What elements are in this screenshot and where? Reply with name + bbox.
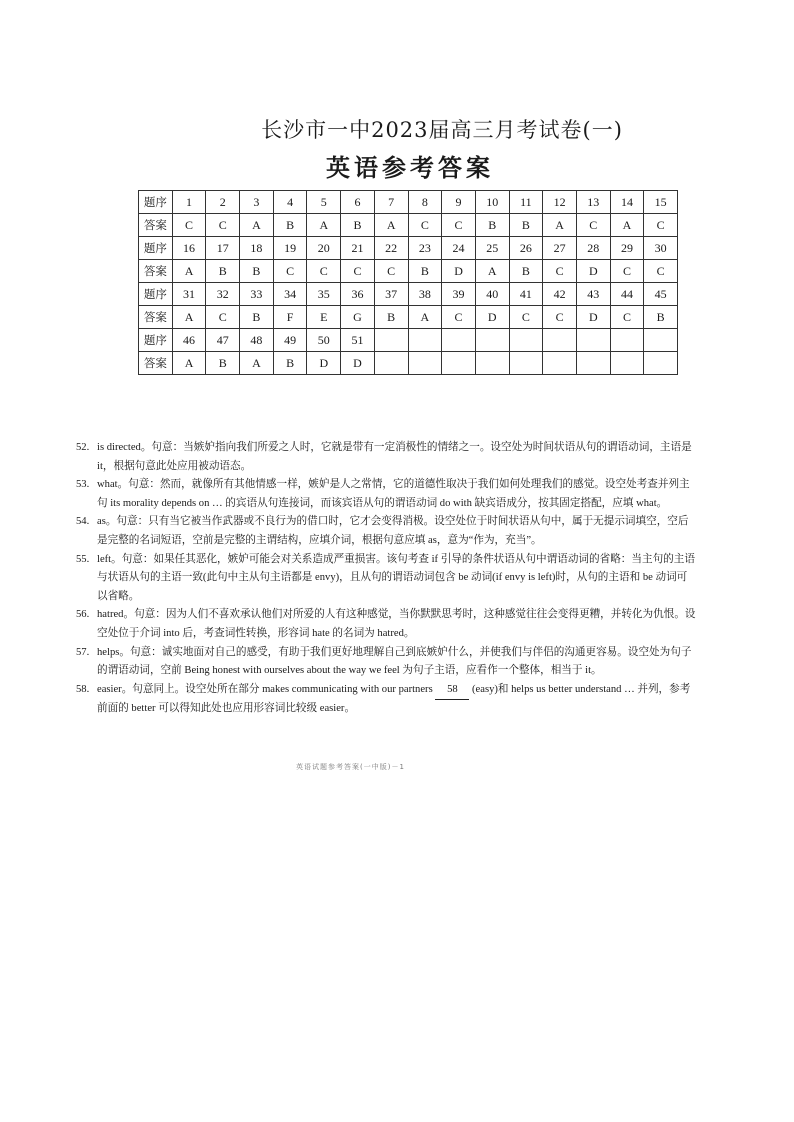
question-number-cell: 29: [610, 237, 644, 260]
question-number-cell: [610, 329, 644, 352]
question-number-cell: 47: [206, 329, 240, 352]
answer-cell: E: [307, 306, 341, 329]
answer-cell: A: [240, 214, 274, 237]
explanation-item: [76, 513, 696, 550]
answer-row: [139, 214, 678, 237]
answer-cell: A: [172, 306, 206, 329]
answer-cell: B: [374, 306, 408, 329]
answer-cell: [374, 352, 408, 375]
answer-row: [139, 352, 678, 375]
answer-cell: C: [543, 260, 577, 283]
question-number-cell: 5: [307, 191, 341, 214]
row-label-answer: 答案: [139, 306, 173, 329]
question-number-cell: 12: [543, 191, 577, 214]
answer-cell: C: [610, 306, 644, 329]
explanations-list: [76, 439, 696, 719]
answer-cell: C: [341, 260, 375, 283]
explanation-number: 58.: [76, 683, 90, 695]
row-label-question: 题序: [139, 191, 173, 214]
explanation-item: [76, 606, 696, 643]
explanation-text-before: easier。句意同上。设空处所在部分 makes communicating with our partners: [97, 683, 433, 695]
answer-cell: C: [576, 214, 610, 237]
question-number-cell: 41: [509, 283, 543, 306]
question-number-cell: [408, 329, 442, 352]
answer-cell: [509, 352, 543, 375]
answer-cell: C: [273, 260, 307, 283]
question-number-row: [139, 191, 678, 214]
document-title: 长沙市一中2023届高三月考试卷(一): [261, 118, 623, 142]
answer-cell: B: [206, 260, 240, 283]
answer-cell: C: [442, 214, 476, 237]
question-number-cell: 13: [576, 191, 610, 214]
question-number-cell: 11: [509, 191, 543, 214]
question-number-cell: 27: [543, 237, 577, 260]
answer-cell: [576, 352, 610, 375]
question-number-cell: 2: [206, 191, 240, 214]
question-number-cell: 39: [442, 283, 476, 306]
question-number-cell: 6: [341, 191, 375, 214]
question-number-cell: 33: [240, 283, 274, 306]
question-number-cell: 8: [408, 191, 442, 214]
row-label-question: 题序: [139, 237, 173, 260]
explanation-item: [76, 551, 696, 607]
answer-row: [139, 260, 678, 283]
question-number-row: [139, 237, 678, 260]
answer-cell: B: [509, 260, 543, 283]
answer-cell: B: [240, 306, 274, 329]
question-number-cell: 1: [172, 191, 206, 214]
answer-cell: C: [307, 260, 341, 283]
question-number-cell: 50: [307, 329, 341, 352]
answer-cell: [408, 352, 442, 375]
question-number-cell: [543, 329, 577, 352]
question-number-cell: [442, 329, 476, 352]
answer-cell: B: [509, 214, 543, 237]
answer-cell: C: [206, 306, 240, 329]
question-number-cell: 48: [240, 329, 274, 352]
question-number-cell: 36: [341, 283, 375, 306]
explanation-item: [76, 681, 696, 719]
question-number-cell: 23: [408, 237, 442, 260]
answer-cell: D: [576, 260, 610, 283]
question-number-cell: 18: [240, 237, 274, 260]
question-number-cell: 20: [307, 237, 341, 260]
answer-cell: C: [509, 306, 543, 329]
answer-cell: C: [644, 214, 678, 237]
answer-cell: A: [240, 352, 274, 375]
question-number-cell: 44: [610, 283, 644, 306]
answer-cell: C: [408, 214, 442, 237]
question-number-cell: 16: [172, 237, 206, 260]
answer-cell: B: [644, 306, 678, 329]
question-number-cell: [475, 329, 509, 352]
answer-cell: A: [610, 214, 644, 237]
question-number-cell: 45: [644, 283, 678, 306]
question-number-cell: 15: [644, 191, 678, 214]
answer-cell: [610, 352, 644, 375]
question-number-cell: [576, 329, 610, 352]
question-number-cell: 3: [240, 191, 274, 214]
explanation-text: as。句意：只有当它被当作武器或不良行为的借口时，它才会变得消极。设空处位于时间状语从句中，属于无提示词填空，空后是完整的名词短语，空前是完整的主谓结构，应填介词，根据句意应填 as，意为“作为，充当”。: [97, 516, 689, 546]
answer-cell: A: [543, 214, 577, 237]
answer-cell: B: [475, 214, 509, 237]
question-number-row: [139, 329, 678, 352]
answer-cell: [475, 352, 509, 375]
row-label-answer: 答案: [139, 214, 173, 237]
question-number-cell: 21: [341, 237, 375, 260]
answer-cell: A: [172, 260, 206, 283]
explanation-text: left。句意：如果任其恶化，嫉妒可能会对关系造成严重损害。该句考查 if 引导的条件状语从句中谓语动词的省略：当主句的主语与状语从句的主语一致(此句中主从句主语都是 envy)，且从句的谓语动词包含 be 动词(if envy is left)时，从句的主语和 be 动词可以省略。: [97, 553, 695, 602]
question-number-cell: 51: [341, 329, 375, 352]
answer-cell: G: [341, 306, 375, 329]
question-number-cell: 19: [273, 237, 307, 260]
explanation-number: 55.: [76, 553, 90, 565]
question-number-cell: [374, 329, 408, 352]
answer-blank: 58: [435, 681, 469, 701]
answer-cell: A: [408, 306, 442, 329]
answer-cell: [442, 352, 476, 375]
answer-cell: B: [273, 214, 307, 237]
explanation-number: 56.: [76, 609, 90, 621]
explanation-text: what。句意：然而，就像所有其他情感一样，嫉妒是人之常情，它的道德性取决于我们如何处理我们的感觉。设空处考查并列主句 its morality depends on … 的宾语从句连接词，而该宾语从句的谓语动词 do with 缺宾语成分，按其固定搭配，应填 what。: [97, 479, 690, 509]
answer-cell: C: [374, 260, 408, 283]
question-number-cell: 7: [374, 191, 408, 214]
explanation-number: 54.: [76, 516, 90, 528]
answer-cell: B: [273, 352, 307, 375]
question-number-cell: 38: [408, 283, 442, 306]
document-subtitle: 英语参考答案: [326, 154, 494, 182]
question-number-cell: 34: [273, 283, 307, 306]
answer-cell: A: [172, 352, 206, 375]
question-number-cell: 28: [576, 237, 610, 260]
question-number-cell: 37: [374, 283, 408, 306]
answer-cell: [543, 352, 577, 375]
answer-table: [138, 190, 678, 375]
page-footer: 英语试题参考答案(一中版)－1: [296, 763, 405, 771]
explanation-number: 57.: [76, 646, 90, 658]
answer-cell: B: [240, 260, 274, 283]
question-number-cell: 26: [509, 237, 543, 260]
answer-cell: D: [341, 352, 375, 375]
question-number-cell: 14: [610, 191, 644, 214]
question-number-cell: 17: [206, 237, 240, 260]
explanation-text: is directed。句意：当嫉妒指向我们所爱之人时，它就是带有一定消极性的情绪之一。设空处为时间状语从句的谓语动词，主语是 it，根据句意此处应用被动语态。: [97, 442, 692, 472]
question-number-cell: 35: [307, 283, 341, 306]
question-number-cell: 24: [442, 237, 476, 260]
row-label-answer: 答案: [139, 260, 173, 283]
question-number-cell: 32: [206, 283, 240, 306]
answer-cell: F: [273, 306, 307, 329]
answer-cell: D: [475, 306, 509, 329]
answer-cell: A: [374, 214, 408, 237]
answer-cell: C: [610, 260, 644, 283]
explanation-item: [76, 476, 696, 513]
question-number-cell: 42: [543, 283, 577, 306]
answer-cell: B: [341, 214, 375, 237]
explanation-text: hatred。句意：因为人们不喜欢承认他们对所爱的人有这种感觉，当你默默思考时，这种感觉往往会变得更糟，并转化为仇恨。设空处位于介词 into 后，考查词性转换，形容词 hate 的名词为 hatred。: [97, 609, 696, 639]
answer-cell: C: [644, 260, 678, 283]
answer-cell: B: [408, 260, 442, 283]
answer-cell: C: [172, 214, 206, 237]
question-number-cell: 4: [273, 191, 307, 214]
question-number-cell: 30: [644, 237, 678, 260]
question-number-cell: [509, 329, 543, 352]
answer-row: [139, 306, 678, 329]
answer-cell: [644, 352, 678, 375]
answer-cell: A: [475, 260, 509, 283]
answer-cell: A: [307, 214, 341, 237]
question-number-cell: 40: [475, 283, 509, 306]
answer-cell: D: [576, 306, 610, 329]
question-number-cell: 31: [172, 283, 206, 306]
question-number-cell: 43: [576, 283, 610, 306]
explanation-item: [76, 644, 696, 681]
answer-cell: D: [307, 352, 341, 375]
explanation-number: 53.: [76, 479, 90, 491]
question-number-cell: 49: [273, 329, 307, 352]
answer-cell: C: [543, 306, 577, 329]
question-number-cell: 10: [475, 191, 509, 214]
explanation-text: helps。句意：诚实地面对自己的感受，有助于我们更好地理解自己到底嫉妒什么，并使我们与伴侣的沟通更容易。设空处为句子的谓语动词，空前 Being honest with ourselves about the way we feel 为句子主语，应看作一个整体，相当于 it。: [97, 646, 692, 677]
explanation-number: 52.: [76, 442, 90, 453]
question-number-row: [139, 283, 678, 306]
answer-cell: C: [442, 306, 476, 329]
answer-cell: B: [206, 352, 240, 375]
question-number-cell: 25: [475, 237, 509, 260]
question-number-cell: [644, 329, 678, 352]
explanation-item: [76, 439, 696, 476]
question-number-cell: 22: [374, 237, 408, 260]
row-label-question: 题序: [139, 283, 173, 306]
answer-cell: D: [442, 260, 476, 283]
answer-cell: C: [206, 214, 240, 237]
row-label-answer: 答案: [139, 352, 173, 375]
explanation-text-after: (easy)和 helps us better understand … 并列，参考前面的 better 可以得知此处也应用形容词比较级 easier。: [97, 683, 691, 715]
question-number-cell: 46: [172, 329, 206, 352]
row-label-question: 题序: [139, 329, 173, 352]
question-number-cell: 9: [442, 191, 476, 214]
